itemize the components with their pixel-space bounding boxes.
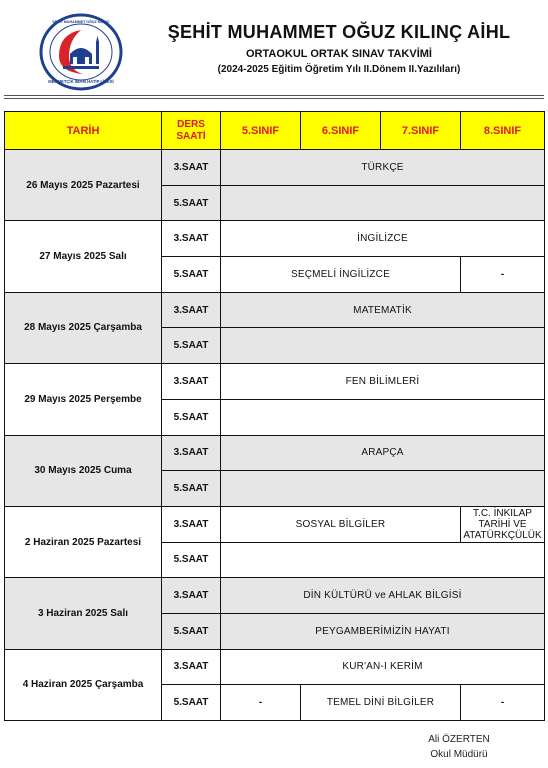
period-label: 3.SAAT	[162, 364, 221, 400]
school-logo	[36, 12, 126, 92]
period-label: 5.SAAT	[162, 542, 221, 578]
principal-name: Ali ÖZERTEN	[428, 734, 490, 745]
period-label: 3.SAAT	[162, 150, 221, 186]
period-label: 5.SAAT	[162, 471, 221, 507]
period-label: 3.SAAT	[162, 292, 221, 328]
period-label: 5.SAAT	[162, 328, 221, 364]
table-row	[5, 435, 545, 471]
header-grade-8: 8.SINIF	[461, 112, 545, 150]
document-header	[4, 4, 544, 100]
table-row	[5, 506, 545, 542]
exam-date: 29 Mayıs 2025 Perşembe	[5, 364, 162, 435]
table-row	[5, 292, 545, 328]
exam-subject	[221, 185, 545, 221]
period-label: 5.SAAT	[162, 257, 221, 293]
title-block	[134, 22, 544, 75]
header-divider	[4, 95, 544, 99]
exam-date: 4 Haziran 2025 Çarşamba	[5, 649, 162, 720]
table-row	[5, 578, 545, 614]
table-row	[5, 150, 545, 186]
table-header-row	[5, 112, 545, 150]
period-label: 5.SAAT	[162, 185, 221, 221]
svg-text:ŞEHİT MUHAMMET OĞUZ KILINÇ: ŞEHİT MUHAMMET OĞUZ KILINÇ	[52, 20, 110, 24]
school-name: ŞEHİT MUHAMMET OĞUZ KILINÇ AİHL	[167, 22, 511, 42]
header-grade-5: 5.SINIF	[221, 112, 301, 150]
exam-subject: DİN KÜLTÜRÜ ve AHLAK BİLGİSİ	[221, 578, 545, 614]
academic-period: (2024-2025 Eğitim Öğretim Yılı II.Dönem II.Yazılıları)	[217, 64, 461, 75]
document-subtitle: ORTAOKUL ORTAK SINAV TAKVİMİ	[246, 48, 432, 60]
period-label: 5.SAAT	[162, 613, 221, 649]
no-exam-marker: -	[221, 685, 301, 721]
period-label: 3.SAAT	[162, 578, 221, 614]
table-row	[5, 649, 545, 685]
exam-subject: MATEMATİK	[221, 292, 545, 328]
header-period: DERS SAATİ	[162, 112, 221, 150]
period-label: 3.SAAT	[162, 221, 221, 257]
period-label: 5.SAAT	[162, 399, 221, 435]
exam-subject	[221, 399, 545, 435]
header-grade-6: 6.SINIF	[301, 112, 381, 150]
exam-subject: SEÇMELİ İNGİLİZCE	[221, 257, 461, 293]
header-grade-7: 7.SINIF	[381, 112, 461, 150]
svg-text:MEHMETÇİK İMAM HATİP LİSESİ: MEHMETÇİK İMAM HATİP LİSESİ	[48, 79, 114, 84]
table-row	[5, 221, 545, 257]
no-exam-marker: -	[461, 685, 545, 721]
exam-subject: SOSYAL BİLGİLER	[221, 506, 461, 542]
exam-date: 3 Haziran 2025 Salı	[5, 578, 162, 649]
exam-subject: TÜRKÇE	[221, 150, 545, 186]
exam-subject: FEN BİLİMLERİ	[221, 364, 545, 400]
exam-date: 2 Haziran 2025 Pazartesi	[5, 506, 162, 577]
exam-subject: TEMEL DİNİ BİLGİLER	[301, 685, 461, 721]
period-label: 3.SAAT	[162, 649, 221, 685]
exam-date: 28 Mayıs 2025 Çarşamba	[5, 292, 162, 363]
exam-subject: ARAPÇA	[221, 435, 545, 471]
principal-title: Okul Müdürü	[430, 749, 488, 760]
period-label: 3.SAAT	[162, 506, 221, 542]
exam-subject-grade-8: T.C. İNKILAP TARİHİ VE ATATÜRKÇÜLÜK	[461, 506, 545, 542]
exam-date: 30 Mayıs 2025 Cuma	[5, 435, 162, 506]
exam-subject	[221, 542, 545, 578]
signature-block	[404, 732, 514, 762]
exam-schedule-table	[4, 111, 545, 721]
period-label: 5.SAAT	[162, 685, 221, 721]
exam-subject	[221, 328, 545, 364]
no-exam-marker: -	[461, 257, 545, 293]
exam-date: 26 Mayıs 2025 Pazartesi	[5, 150, 162, 221]
table-row	[5, 364, 545, 400]
header-date: TARİH	[5, 112, 162, 150]
exam-date: 27 Mayıs 2025 Salı	[5, 221, 162, 292]
exam-subject: PEYGAMBERİMİZİN HAYATI	[221, 613, 545, 649]
exam-subject: KUR'AN-I KERİM	[221, 649, 545, 685]
exam-subject	[221, 471, 545, 507]
period-label: 3.SAAT	[162, 435, 221, 471]
exam-subject: İNGİLİZCE	[221, 221, 545, 257]
